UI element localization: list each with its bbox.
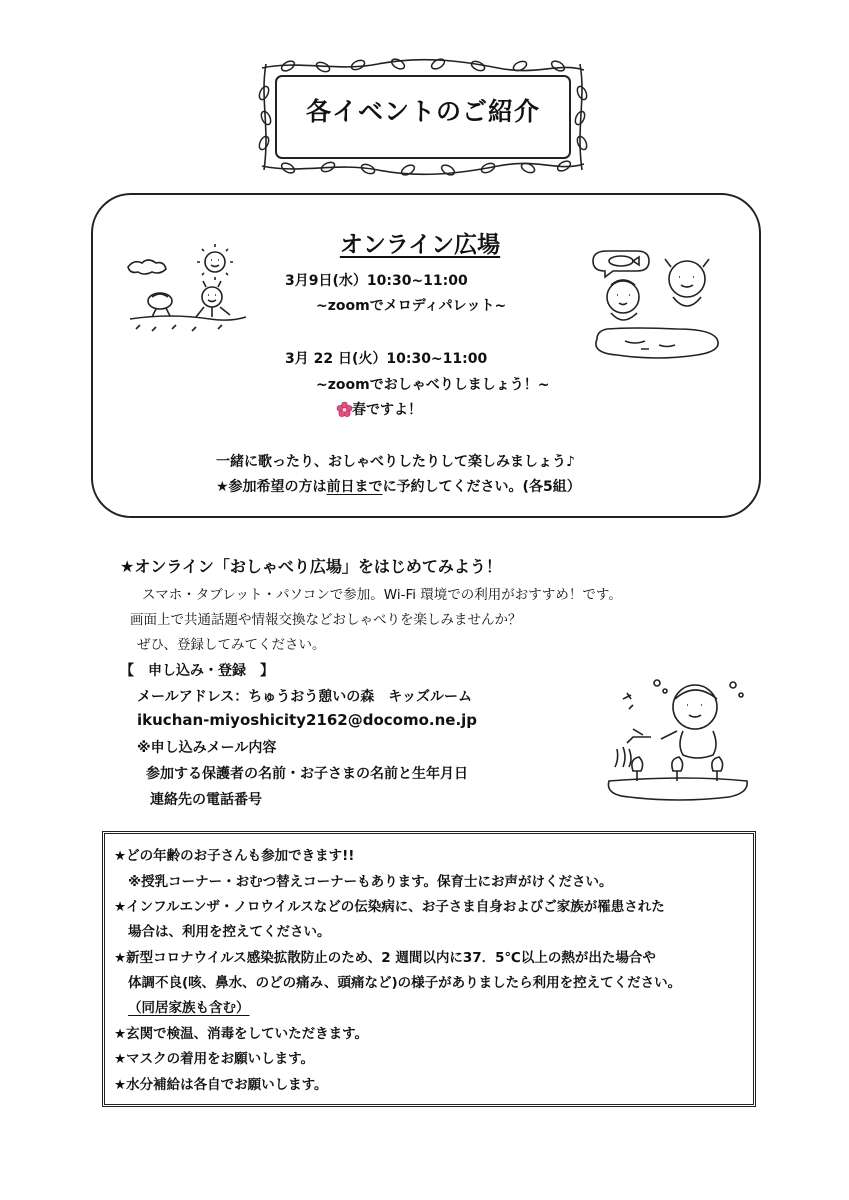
children-fishing-pond-icon (585, 249, 725, 364)
reserve-post: に予約してください。(各5組） (382, 479, 581, 495)
registration-heading: ★オンライン「おしゃべり広場」をはじめてみよう！ (120, 557, 502, 576)
registration-line-1: スマホ・タブレット・パソコンで参加。Wi-Fi 環境での利用がおすすめ！です。 (142, 587, 622, 603)
event2-theme: ~zoomでおしゃべりしましょう！~ (316, 377, 550, 393)
email-label: メールアドレス：ちゅうおう憩いの森 キッズルーム (137, 689, 473, 705)
content-line-2: 連絡先の電話番号 (150, 792, 262, 808)
children-playing-sun-icon (122, 245, 252, 335)
page-title: 各イベントのご紹介 (305, 97, 540, 126)
reserve-deadline: 前日まで (326, 479, 383, 495)
notice-line-4: 場合は、利用を控えてください。 (128, 924, 331, 940)
child-watering-tulips-icon (603, 675, 753, 805)
reserve-note (216, 476, 581, 496)
online-plaza-title: オンライン広場 (339, 232, 501, 258)
email-address[interactable]: ikuchan-miyoshicity2162@docomo.ne.jp (137, 711, 478, 729)
registration-line-3: ぜひ、登録してみてください。 (137, 637, 326, 653)
content-label: ※申し込みメール内容 (137, 740, 277, 756)
notice-line-6: 体調不良(咳、鼻水、のどの痛み、頭痛など)の様子がありましたら利用を控えてください。 (128, 975, 682, 991)
event1-theme: ~zoomでメロディパレット~ (316, 298, 507, 314)
notice-line-2: ※授乳コーナー・おむつ替えコーナーもあります。保育士にお声がけください。 (128, 874, 613, 890)
event2-sub-row (337, 399, 422, 419)
notice-line-7: （同居家族も含む） (128, 1000, 250, 1016)
event1-date: 3月9日(水）10:30~11:00 (285, 273, 468, 289)
content-line-1: 参加する保護者の名前・お子さまの名前と生年月日 (146, 766, 468, 782)
notice-line-9: ★マスクの着用をお願いします。 (114, 1051, 315, 1067)
title-frame (258, 58, 588, 176)
cherry-blossom-icon (337, 402, 352, 417)
notice-line-1: ★どの年齢のお子さんも参加できます!! (114, 848, 355, 864)
apply-label: 【 申し込み・登録 】 (120, 663, 274, 679)
plaza-message: 一緒に歌ったり、おしゃべりしたりして楽しみましょう♪ (216, 454, 575, 470)
notice-line-3: ★インフルエンザ・ノロウイルスなどの伝染病に、お子さま自身およびご家族が罹患された (114, 899, 665, 915)
event2-date: 3月 22 日(火）10:30~11:00 (285, 351, 488, 367)
event2-sub: 春ですよ！ (352, 402, 422, 418)
notice-line-5: ★新型コロナウイルス感染拡散防止のため、2 週間以内に37．5℃以上の熱が出た場合や (114, 950, 656, 966)
notice-line-8: ★玄関で検温、消毒をしていただきます。 (114, 1026, 369, 1042)
reserve-pre: ★参加希望の方は (216, 479, 327, 495)
registration-line-2: 画面上で共通話題や情報交換などおしゃべりを楽しみませんか？ (130, 612, 522, 628)
notice-line-10: ★水分補給は各自でお願いします。 (114, 1077, 328, 1093)
